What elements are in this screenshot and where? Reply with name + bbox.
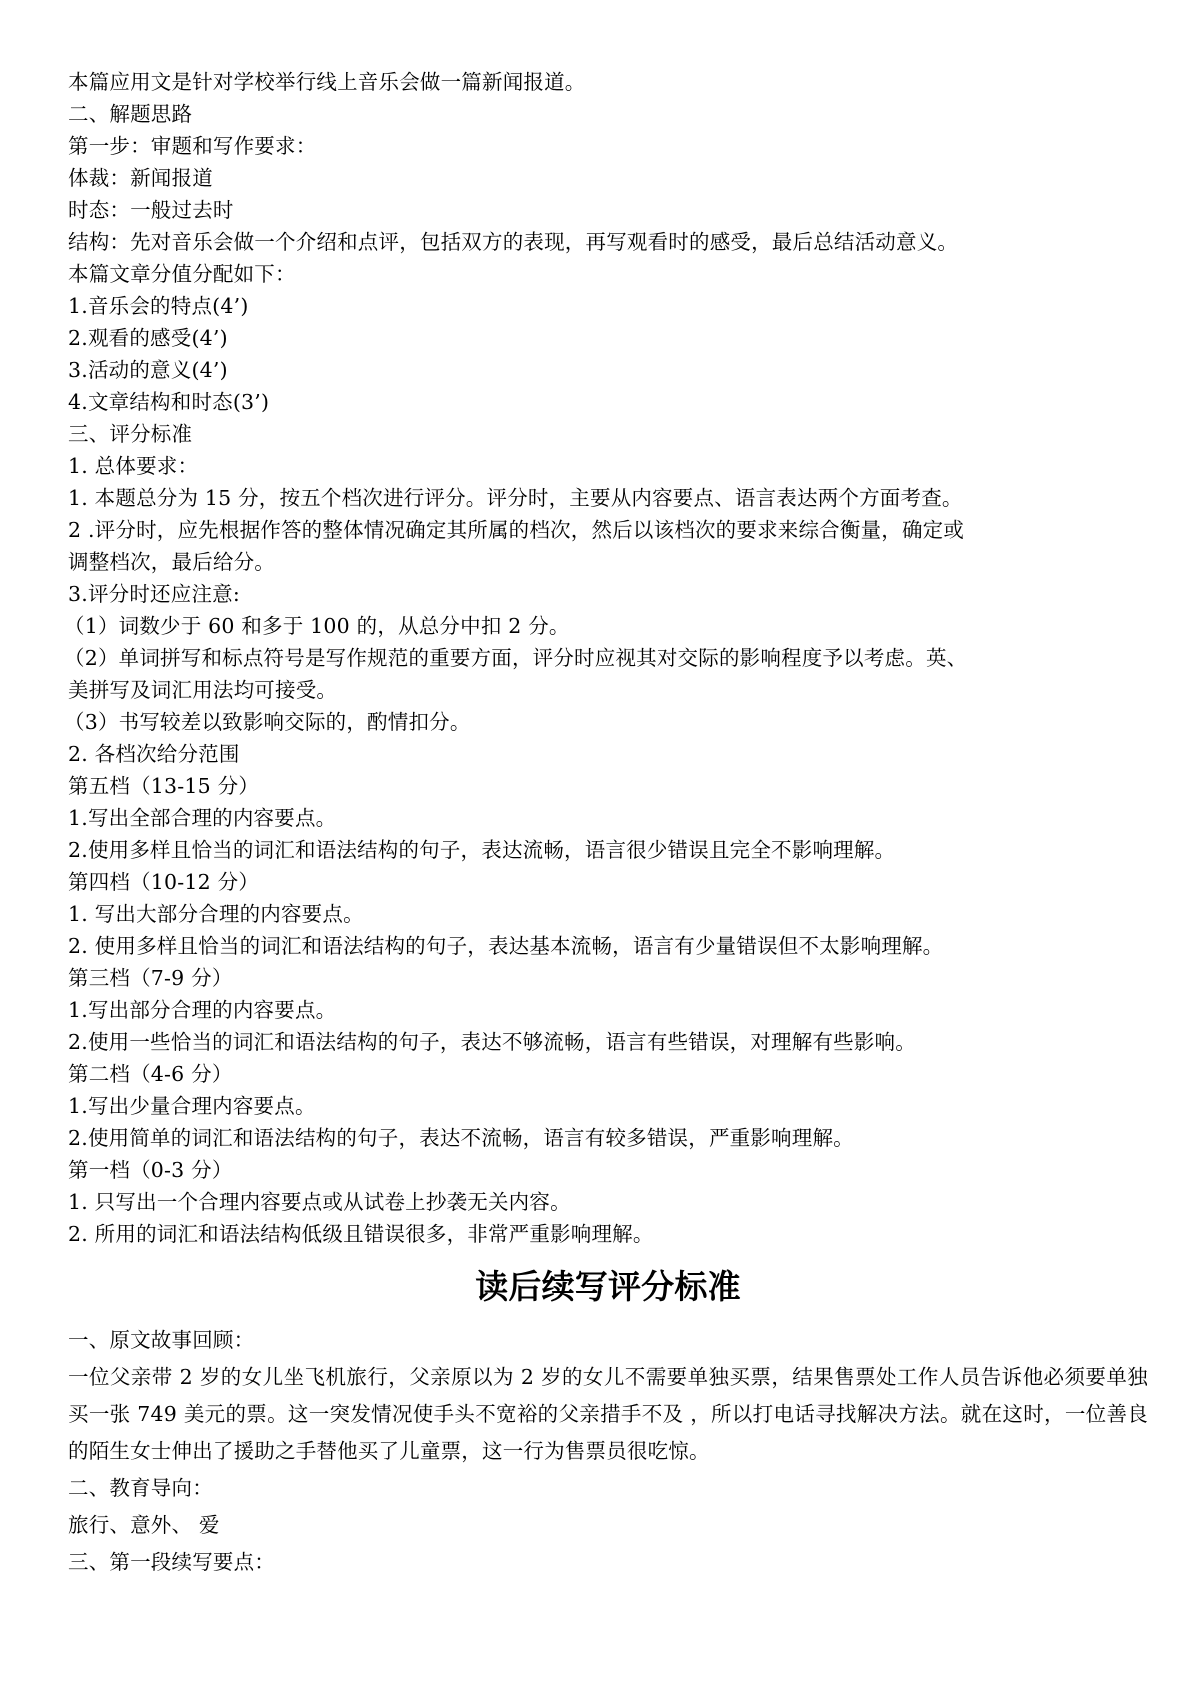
education-heading: 二、教育导向： [68,1476,213,1500]
band-criterion: 2. 使用多样且恰当的词汇和语法结构的句子，表达基本流畅，语言有少量错误但不太影响理解。 [68,934,944,958]
band-criterion: 2. 所用的词汇和语法结构低级且错误很多，非常严重影响理解。 [68,1222,654,1246]
note-line: （2）单词拼写和标点符号是写作规范的重要方面，评分时应视其对交际的影响程度予以考虑。英、 [64,646,968,670]
band-criterion: 2.使用简单的词汇和语法结构的句子，表达不流畅，语言有较多错误，严重影响理解。 [68,1126,854,1150]
intro-line: 本篇应用文是针对学校举行线上音乐会做一篇新闻报道。 [68,70,586,94]
genre-line: 体裁：新闻报道 [68,166,213,190]
rule-line: 1. 本题总分为 15 分，按五个档次进行评分。评分时，主要从内容要点、语言表达两个方面考查。 [68,486,963,510]
score-item: 1.音乐会的特点(4’) [68,294,249,318]
continuation-writing-section [68,1322,1148,1581]
story-review-heading: 一、原文故事回顾： [68,1328,255,1352]
band-criterion: 1.写出全部合理的内容要点。 [68,806,337,830]
band-criterion: 2.使用一些恰当的词汇和语法结构的句子，表达不够流畅，语言有些错误，对理解有些影响。 [68,1030,916,1054]
band-criterion: 1.写出少量合理内容要点。 [68,1094,316,1118]
step-heading: 第一步：审题和写作要求： [68,134,317,158]
note-line: （3）书写较差以致影响交际的，酌情扣分。 [64,710,471,734]
score-item: 3.活动的意义(4’) [68,358,228,382]
rule-line: 2 .评分时，应先根据作答的整体情况确定其所属的档次，然后以该档次的要求来综合衡量，确定或 [68,518,965,542]
note-line-continued: 美拼写及词汇用法均可接受。 [68,678,338,702]
band-heading: 第一档（0-3 分） [68,1158,233,1182]
structure-line: 结构：先对音乐会做一个介绍和点评，包括双方的表现，再写观看时的感受，最后总结活动意义。 [68,230,959,254]
rule-line-continued: 调整档次，最后给分。 [68,550,275,574]
band-heading: 第二档（4-6 分） [68,1062,233,1086]
band-criterion: 2.使用多样且恰当的词汇和语法结构的句子，表达流畅，语言很少错误且完全不影响理解。 [68,838,896,862]
tense-line: 时态：一般过去时 [68,198,234,222]
subsection-heading: 2. 各档次给分范围 [68,742,240,766]
band-criterion: 1.写出部分合理的内容要点。 [68,998,337,1022]
story-review-paragraph: 一位父亲带 2 岁的女儿坐飞机旅行，父亲原以为 2 岁的女儿不需要单独买票，结果售票处工作人员告诉他必须要单独买一张 749 美元的票。这一突发情况使手头不宽裕的父亲措手不及 ，所以打电话寻找解决方法。就在这时，一位善良的陌生女士伸出了援助之手替他买了儿童票，这一行为售票员很吃惊。 [68,1365,1148,1463]
band-heading: 第三档（7-9 分） [68,966,233,990]
section-heading: 二、解题思路 [68,102,193,126]
score-distribution-heading: 本篇文章分值分配如下： [68,262,296,286]
note-line: （1）词数少于 60 和多于 100 的，从总分中扣 2 分。 [64,614,570,638]
band-criterion: 1. 写出大部分合理的内容要点。 [68,902,364,926]
education-content: 旅行、意外、 爱 [68,1513,220,1537]
score-item: 4.文章结构和时态(3’) [68,390,270,414]
band-criterion: 1. 只写出一个合理内容要点或从试卷上抄袭无关内容。 [68,1190,571,1214]
first-paragraph-points-heading: 三、第一段续写要点： [68,1550,275,1574]
band-heading: 第五档（13-15 分） [68,774,260,798]
band-heading: 第四档（10-12 分） [68,870,260,894]
subsection-heading: 1. 总体要求： [68,454,199,478]
writing-scoring-section [64,0,1148,1250]
rule-line: 3.评分时还应注意: [68,582,240,606]
continuation-writing-title: 读后续写评分标准 [475,1267,741,1306]
page-content [64,0,1148,1581]
score-item: 2.观看的感受(4’) [68,326,228,350]
section-heading: 三、评分标准 [68,422,193,446]
